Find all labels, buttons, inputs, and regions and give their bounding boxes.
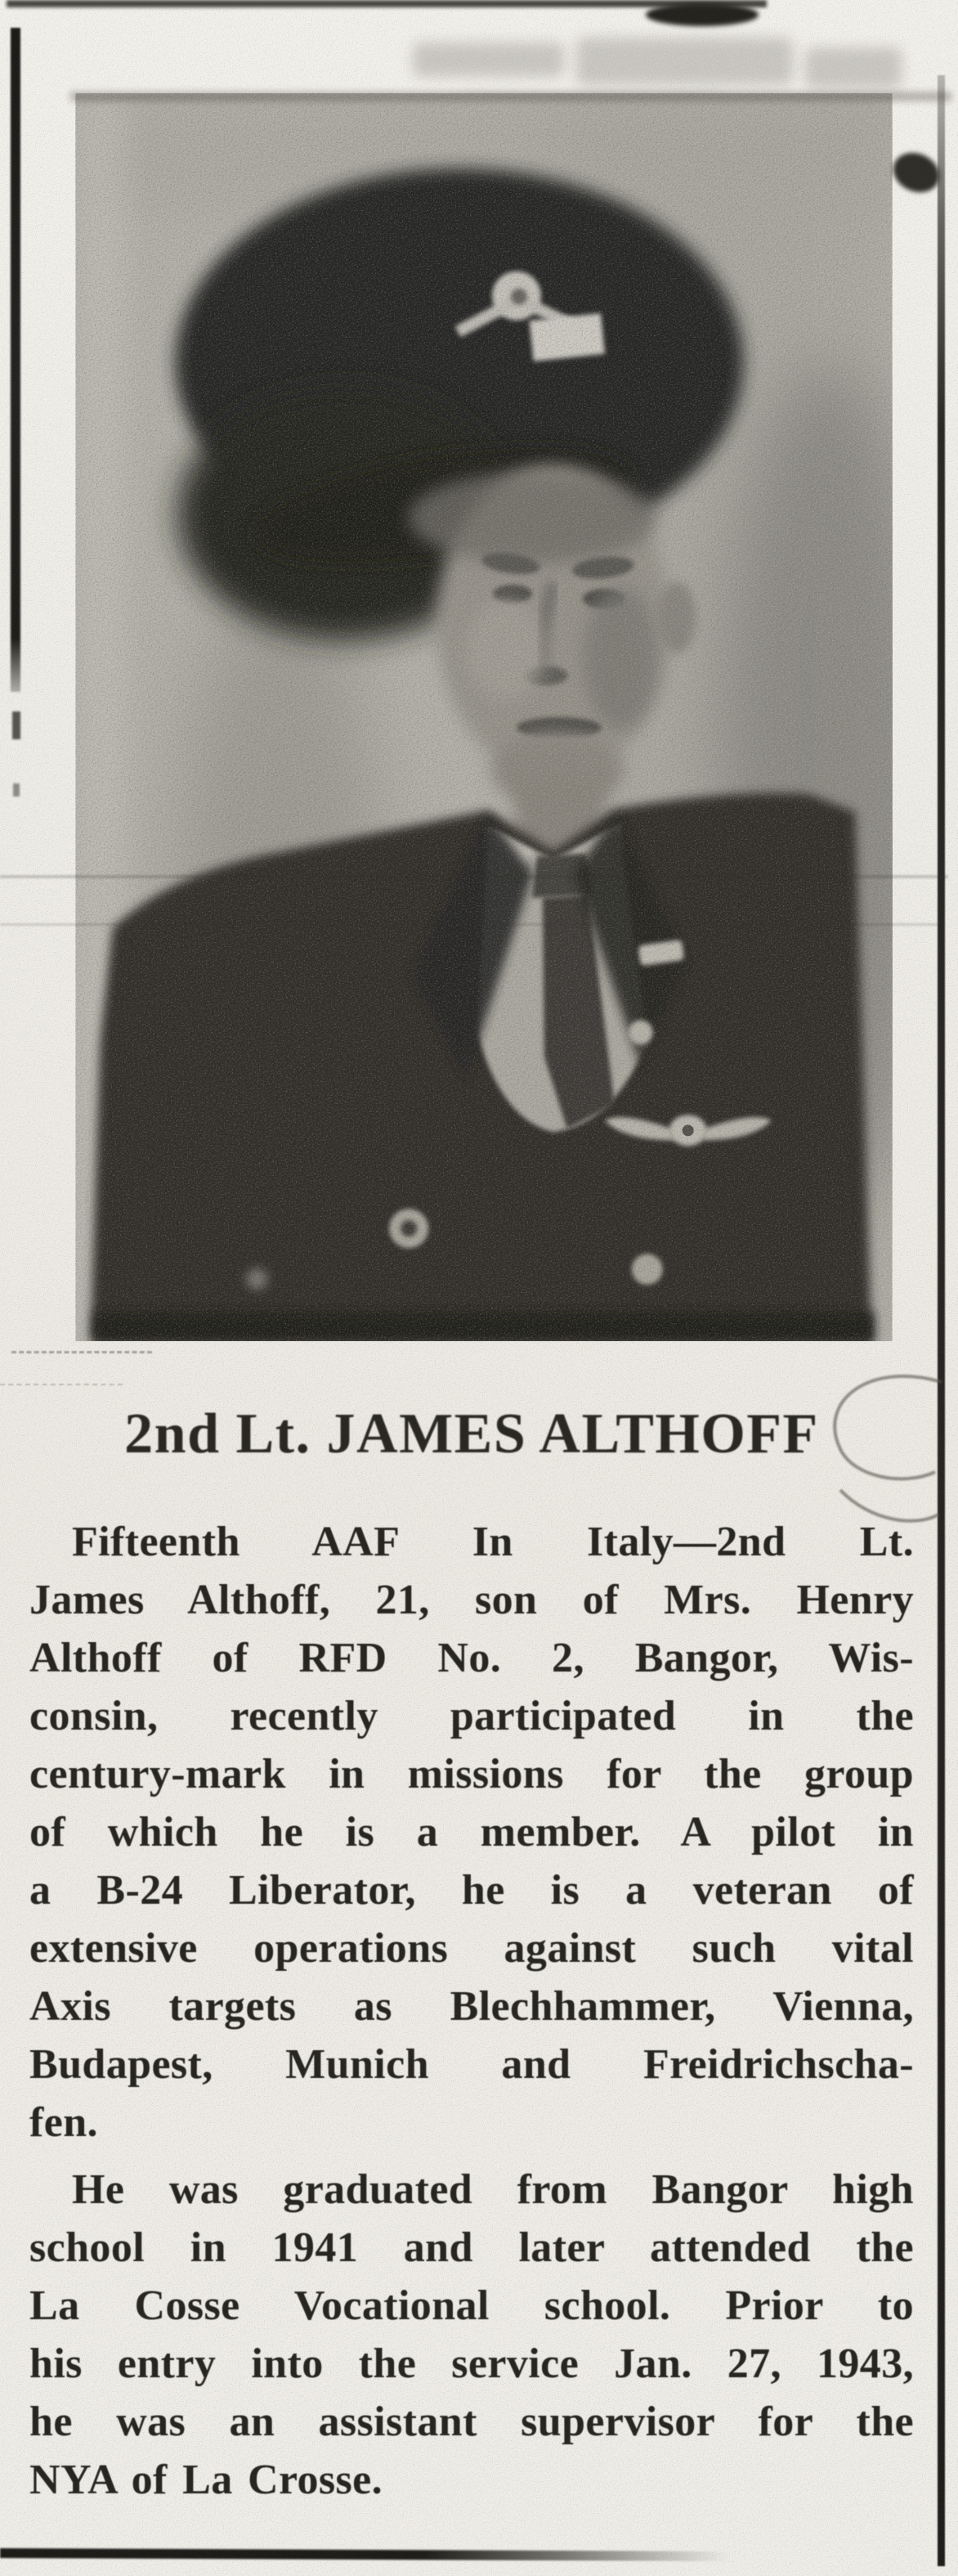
- article-line: century-mark in missions for the group: [29, 1751, 914, 1797]
- article-line: his entry into the service Jan. 27, 1943,: [29, 2340, 914, 2387]
- article-line: fen.: [29, 2099, 98, 2146]
- scan-top-smudge: [7, 0, 767, 7]
- photo-caption-headline: 2nd Lt. JAMES ALTHOFF: [124, 1402, 819, 1465]
- article-line: NYA of La Crosse.: [29, 2457, 383, 2503]
- portrait-photo: [75, 93, 893, 1341]
- article-line: La Cosse Vocational school. Prior to: [29, 2282, 914, 2329]
- article-line: of which he is a member. A pilot in: [29, 1809, 914, 1856]
- ghost-bleedthrough-text: [576, 38, 793, 85]
- left-column-rule: [11, 28, 20, 692]
- left-rule-fragment: [13, 783, 20, 797]
- portrait-photo-figure: [75, 93, 893, 1341]
- scan-bleed-line: [0, 875, 948, 878]
- article-line: consin, recently participated in the: [29, 1693, 914, 1739]
- dashed-fragment: [0, 1384, 123, 1385]
- article-line: extensive operations against such vital: [29, 1925, 914, 1972]
- dashed-fragment: [11, 1351, 152, 1353]
- right-column-rule: [938, 75, 945, 2566]
- ghost-bleedthrough-text: [805, 47, 902, 88]
- article-line: Budapest, Munich and Freidrichscha-: [29, 2041, 914, 2088]
- article-line: Axis targets as Blechhammer, Vienna,: [29, 1983, 914, 2030]
- photo-grain-light: [76, 93, 893, 1341]
- article-line: school in 1941 and later attended the: [29, 2224, 914, 2271]
- article-line: a B-24 Liberator, he is a veteran of: [29, 1867, 914, 1914]
- photo-top-smear: [70, 92, 951, 101]
- article-line: he was an assistant supervisor for the: [29, 2399, 914, 2445]
- article-line: James Althoff, 21, son of Mrs. Henry: [29, 1577, 914, 1623]
- article-line: Althoff of RFD No. 2, Bangor, Wis-: [29, 1635, 914, 1681]
- left-rule-fragment: [12, 711, 20, 739]
- ghost-bleedthrough-text: [413, 43, 564, 77]
- article-line: He was graduated from Bangor high: [72, 2166, 914, 2213]
- bottom-rule: [0, 2548, 729, 2561]
- scan-bleed-line: [0, 923, 940, 926]
- article-body: [29, 1513, 914, 2509]
- scan-ink-blob-top: [646, 3, 759, 26]
- article-dateline: Fifteenth AAF In Italy—2nd Lt.: [72, 1519, 914, 1565]
